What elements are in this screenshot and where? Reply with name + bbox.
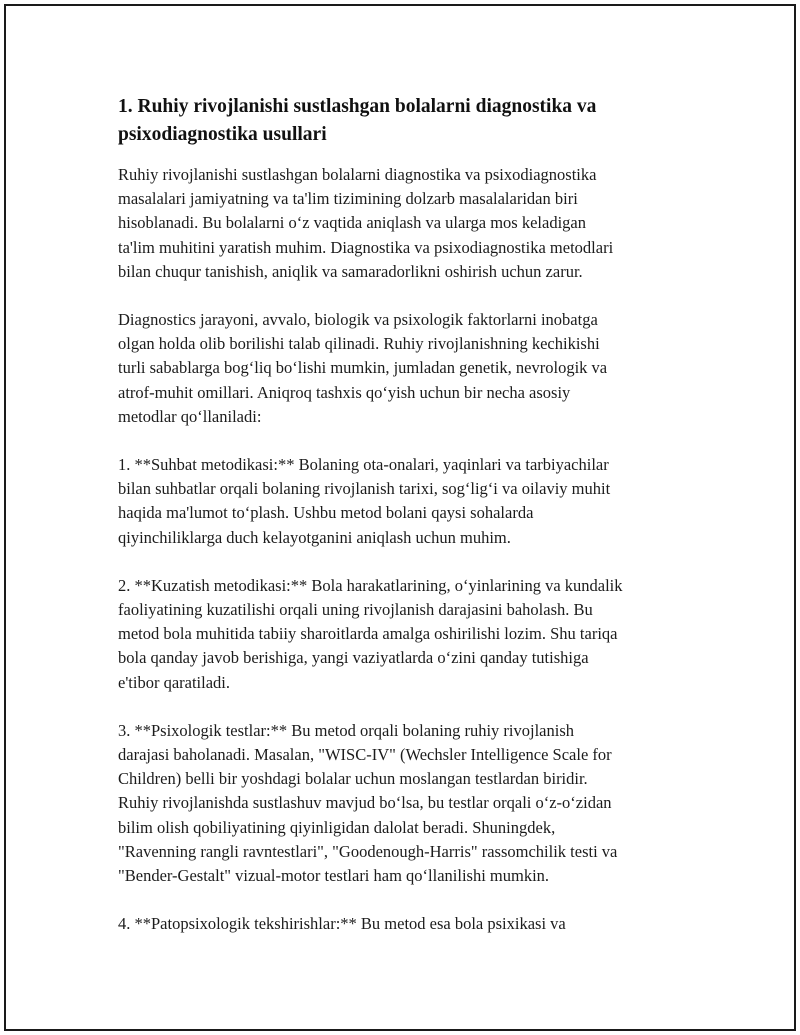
text-line: haqida ma'lumot to‘plash. Ushbu metod bolani qaysi sohalarda <box>118 503 534 523</box>
text-line: bilan chuqur tanishish, aniqlik va samaradorlikni oshirish uchun zarur. <box>118 261 583 281</box>
text-line: faoliyatining kuzatilishi orqali uning rivojlanish darajasini baholash. Bu <box>118 600 593 620</box>
paragraph-method-interview <box>118 453 708 550</box>
text-line: bilim olish qobiliyatining qiyinligidan dalolat beradi. Shuningdek, <box>118 817 556 837</box>
text-line: 3. **Psixologik testlar:** Bu metod orqali bolaning ruhiy rivojlanish <box>118 720 575 740</box>
text-line: olgan holda olib borilishi talab qilinadi. Ruhiy rivojlanishning kechikishi <box>118 334 600 354</box>
paragraph-method-pathopsychology <box>118 912 708 936</box>
text-line: metod bola muhitida tabiiy sharoitlarda amalga oshirilishi lozim. Shu tariqa <box>118 624 618 644</box>
heading-line: 1. Ruhiy rivojlanishi sustlashgan bolalarni diagnostika va <box>118 96 597 117</box>
text-line: qiyinchiliklarga duch kelayotganini aniqlash uchun muhim. <box>118 527 511 547</box>
paragraph-method-tests <box>118 719 708 888</box>
text-line: ta'lim muhitini yaratish muhim. Diagnostika va psixodiagnostika metodlari <box>118 237 614 257</box>
paragraph-intro <box>118 163 708 284</box>
text-line: hisoblanadi. Bu bolalarni o‘z vaqtida aniqlash va ularga mos keladigan <box>118 213 586 233</box>
text-line: masalalari jamiyatning va ta'lim tizimining dolzarb masalalaridan biri <box>118 189 578 209</box>
text-line: Ruhiy rivojlanishi sustlashgan bolalarni diagnostika va psixodiagnostika <box>118 165 597 184</box>
text-line: darajasi baholanadi. Masalan, "WISC-IV" (Wechsler Intelligence Scale for <box>118 745 612 765</box>
text-line: turli sabablarga bog‘liq bo‘lishi mumkin, jumladan genetik, nevrologik va <box>118 358 608 378</box>
text-line: bola qanday javob berishiga, yangi vaziyatlarda o‘zini qanday tutishiga <box>118 648 589 668</box>
text-line: 2. **Kuzatish metodikasi:** Bola harakatlarining, o‘yinlarining va kundalik <box>118 575 623 595</box>
heading-line: psixodiagnostika usullari <box>118 124 327 145</box>
text-line: 4. **Patopsixologik tekshirishlar:** Bu metod esa bola psixikasi va <box>118 914 566 934</box>
text-line: atrof-muhit omillari. Aniqroq tashxis qo‘yish uchun bir necha asosiy <box>118 382 571 402</box>
text-line: 1. **Suhbat metodikasi:** Bolaning ota-onalari, yaqinlari va tarbiyachilar <box>118 455 609 475</box>
paragraph-method-observation <box>118 574 708 695</box>
section-heading <box>118 93 708 149</box>
document-body <box>118 93 708 936</box>
paragraph-diagnostics <box>118 308 708 429</box>
text-line: Diagnostics jarayoni, avvalo, biologik va psixologik faktorlarni inobatga <box>118 310 598 330</box>
text-line: "Ravenning rangli ravntestlari", "Goodenough-Harris" rassomchilik testi va <box>118 841 618 861</box>
text-line: bilan suhbatlar orqali bolaning rivojlanish tarixi, sog‘lig‘i va oilaviy muhit <box>118 479 611 499</box>
text-line: Ruhiy rivojlanishda sustlashuv mavjud bo‘lsa, bu testlar orqali o‘z-o‘zidan <box>118 793 612 813</box>
text-line: "Bender-Gestalt" vizual-motor testlari ham qo‘llanilishi mumkin. <box>118 866 550 886</box>
text-line: e'tibor qaratiladi. <box>118 672 231 692</box>
text-line: metodlar qo‘llaniladi: <box>118 406 262 426</box>
text-line: Children) belli bir yoshdagi bolalar uchun moslangan testlardan biridir. <box>118 769 588 789</box>
